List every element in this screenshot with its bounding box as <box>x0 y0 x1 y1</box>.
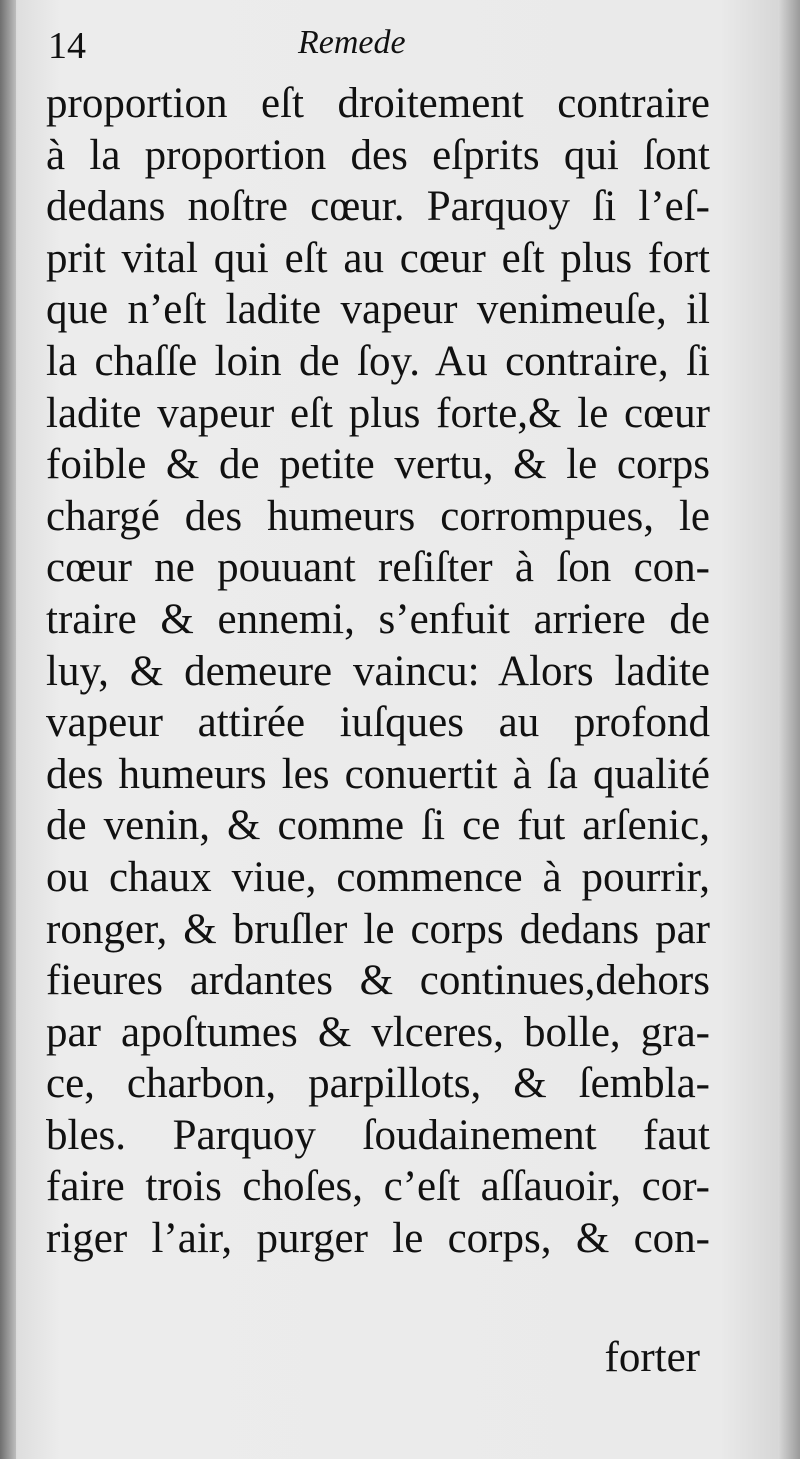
page-header <box>48 24 708 74</box>
text-line: ou chaux viue, commence à pourrir, <box>46 853 710 901</box>
catchword: forter <box>604 1334 700 1381</box>
page-right-edge <box>778 0 800 1459</box>
text-line: riger l’air, purger le corps, & con- <box>46 1215 710 1263</box>
text-line: cœur ne pouuant reſiſter à ſon con- <box>46 544 710 592</box>
text-line: par apoſtumes & vlceres, bolle, gra- <box>46 1008 710 1056</box>
text-line: vapeur attirée iuſques au profond <box>46 699 710 747</box>
text-line: ladite vapeur eſt plus forte,& le cœur <box>46 389 710 437</box>
text-line: de venin, & comme ſi ce fut arſenic, <box>46 802 710 850</box>
text-line: fieures ardantes & continues,dehors <box>46 957 710 1005</box>
text-line: des humeurs les conuertit à ſa qualité <box>46 750 710 798</box>
text-line: que n’eſt ladite vapeur venimeuſe, il <box>46 286 710 334</box>
body-text <box>46 78 710 1265</box>
text-line: ce, charbon, parpillots, & ſembla- <box>46 1060 710 1108</box>
text-line: dedans noſtre cœur. Parquoy ſi l’eſ- <box>46 183 710 231</box>
text-line: proportion eſt droitement contraire <box>46 80 710 127</box>
text-line: bles. Parquoy ſoudainement faut <box>46 1111 710 1159</box>
text-line: ronger, & bruſler le corps dedans par <box>46 905 710 953</box>
text-line: faire trois choſes, c’eſt aſſauoir, cor- <box>46 1163 710 1211</box>
text-line: luy, & demeure vaincu: Alors ladite <box>46 647 710 695</box>
text-line: chargé des humeurs corrompues, le <box>46 492 710 540</box>
page-left-edge <box>0 0 16 1459</box>
text-line: la chaſſe loin de ſoy. Au contraire, ſi <box>46 337 710 385</box>
text-line: prit vital qui eſt au cœur eſt plus fort <box>46 234 710 282</box>
page-number: 14 <box>48 25 86 67</box>
text-line: à la proportion des eſprits qui ſont <box>46 131 710 179</box>
running-head: Remede <box>298 24 406 61</box>
text-line: foible & de petite vertu, & le corps <box>46 441 710 489</box>
text-line: traire & ennemi, s’enfuit arriere de <box>46 595 710 643</box>
